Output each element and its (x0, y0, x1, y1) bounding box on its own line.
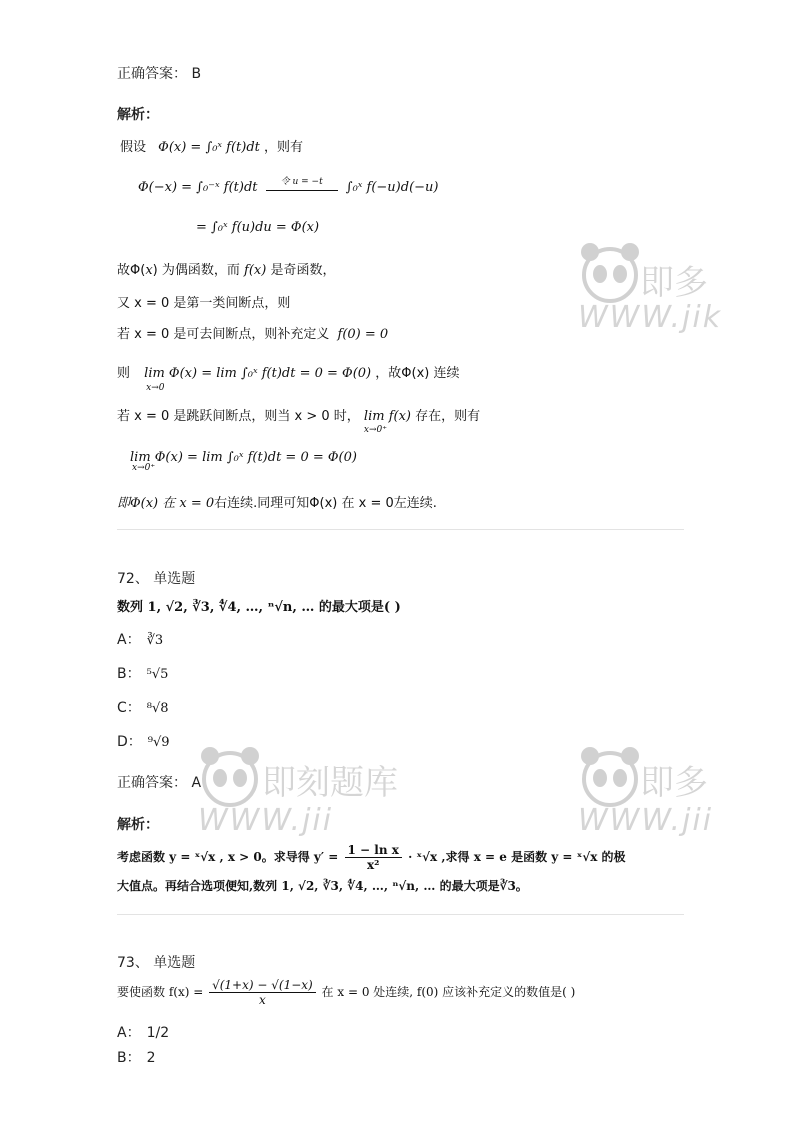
answer-label: 正确答案： (117, 775, 187, 791)
option-a-73[interactable] (117, 1022, 169, 1042)
option-c[interactable] (117, 697, 169, 717)
analysis-72-line-2: 大值点。再结合选项便知,数列 1, √2, ∛3, ∜4, …, ⁿ√n, … 的最大项是∛3。 (117, 879, 528, 893)
text-segment: 右连续.同理可知Φ(x) 在 x = 0 (214, 496, 394, 511)
analysis-label-72: 解析： (117, 817, 159, 833)
watermark-url-text: WWW.jii (198, 803, 334, 838)
text-segment: 若 x = 0 是跳跃间断点，则当 x > 0 时， (117, 409, 360, 424)
math-fx: f(x) (239, 263, 271, 278)
option-b[interactable] (117, 663, 168, 683)
option-value: ⁹√9 (147, 735, 170, 750)
option-d[interactable] (117, 731, 170, 751)
text-segment: · ˣ√x ,求得 x = e 是函数 y = ˣ√x 的极 (408, 850, 626, 864)
analysis-line-1 (120, 136, 303, 155)
question-text-72: 数列 1, √2, ∛3, ∜4, …, ⁿ√n, … 的最大项是( ) (117, 600, 401, 615)
text-segment: 故Φ( (117, 263, 146, 278)
analysis-line-7 (117, 362, 460, 393)
formula-phi-def: Φ(x) = ∫₀ˣ f(t)dt (158, 140, 260, 155)
option-label: A： (117, 1025, 141, 1041)
answer-line-71 (117, 63, 201, 83)
substitution-arrow (266, 177, 338, 191)
analysis-line-10 (117, 492, 437, 511)
math-x: x (145, 263, 153, 278)
option-value: ∛3 (146, 633, 164, 648)
formula-phi-neg: Φ(−x) = ∫₀⁻ˣ f(t)dt (138, 180, 258, 195)
analysis-line-8 (117, 405, 481, 435)
analysis-label-71: 解析： (117, 107, 159, 123)
text-then: ，则有 (264, 140, 304, 155)
limit-subscript: x→0 (146, 383, 165, 393)
answer-value: A (191, 775, 202, 791)
answer-line-72 (117, 772, 201, 792)
watermark-url-text: WWW.jii (578, 803, 714, 838)
fraction-denominator: x (259, 993, 266, 1007)
analysis-line-3: = ∫₀ˣ f(u)du = Φ(x) (196, 220, 320, 235)
text-suppose: 假设 (120, 140, 147, 155)
analysis-line-9 (130, 446, 357, 473)
watermark-cn: 即多 (640, 763, 708, 803)
fraction-numerator: 1 − ln x (345, 843, 402, 858)
math-limit: lim Φ(x) = lim ∫₀ˣ f(t)dt = 0 = Φ(0) (144, 366, 372, 381)
panda-logo-icon (575, 742, 645, 812)
answer-value: B (191, 66, 202, 82)
text-segment: 在 x = 0 处连续, f(0) 应该补充定义的数值是( ) (321, 985, 576, 999)
watermark-url (198, 803, 333, 838)
panda-logo-icon (195, 742, 265, 812)
divider (117, 914, 684, 915)
question-header-72: 72、 单选题 (117, 571, 196, 587)
text-segment: ，故Φ(x) 连续 (375, 366, 460, 381)
panda-logo-icon (575, 238, 645, 308)
option-b-73[interactable] (117, 1047, 156, 1067)
watermark-text (640, 255, 708, 304)
option-label: B： (117, 666, 141, 682)
option-value: ⁸√8 (146, 701, 169, 716)
watermark-url-text: WWW.jik (578, 300, 723, 335)
fraction-denominator: x² (366, 858, 380, 872)
watermark-text (640, 755, 708, 804)
text-segment: 即Φ(x) 在 x = 0 (117, 496, 215, 511)
watermark-cn: 即多 (640, 263, 708, 303)
analysis-72-line-1 (117, 843, 626, 872)
option-value: 1/2 (146, 1025, 170, 1041)
fraction-numerator: √(1+x) − √(1−x) (209, 978, 316, 993)
analysis-line-4 (117, 259, 335, 278)
analysis-line-5: 又 x = 0 是第一类间断点，则 (117, 296, 291, 311)
text-segment: ) 为偶函数，而 (152, 263, 240, 278)
question-header-73: 73、 单选题 (117, 955, 196, 971)
watermark-cn: 即刻题库 (262, 763, 398, 803)
option-label: D： (117, 734, 142, 750)
derivative-fraction (345, 843, 402, 872)
question-text-73 (117, 978, 575, 1007)
answer-label: 正确答案： (117, 66, 187, 82)
analysis-line-6 (117, 323, 388, 342)
limit-subscript: x→0⁺ (363, 425, 388, 435)
text-segment: 左连续. (393, 496, 437, 511)
limit-subscript: x→0⁺ (132, 463, 156, 473)
option-value: ⁵√5 (146, 667, 169, 682)
divider (117, 529, 684, 530)
analysis-line-2 (138, 177, 439, 195)
option-label: C： (117, 700, 141, 716)
limit-expression (144, 366, 372, 393)
math-f0: f(0) = 0 (337, 327, 389, 342)
text-segment: 若 x = 0 是可去间断点，则补充定义 (117, 327, 330, 342)
option-a[interactable] (117, 629, 163, 649)
watermark-url (578, 803, 713, 838)
text-segment: 要使函数 f(x) = (117, 985, 204, 999)
text-segment: 则 (117, 366, 131, 381)
math-limit: lim f(x) (363, 409, 411, 424)
watermark-text (262, 755, 398, 804)
formula-sub-result: ∫₀ˣ f(−u)d(−u) (345, 180, 439, 195)
text-segment: 考虑函数 y = ˣ√x , x > 0。求导得 y′ = (117, 850, 339, 864)
limit-expression (363, 409, 411, 435)
watermark-url (578, 300, 722, 335)
text-segment: 是奇函数， (270, 263, 336, 278)
option-label: A： (117, 632, 141, 648)
substitution-text: 令 u = −t (280, 177, 323, 187)
option-label: B： (117, 1050, 141, 1066)
math-limit: lim Φ(x) = lim ∫₀ˣ f(t)dt = 0 = Φ(0) (130, 450, 357, 465)
text-segment: 存在，则有 (415, 409, 481, 424)
function-fraction (209, 978, 316, 1007)
option-value: 2 (146, 1050, 156, 1066)
